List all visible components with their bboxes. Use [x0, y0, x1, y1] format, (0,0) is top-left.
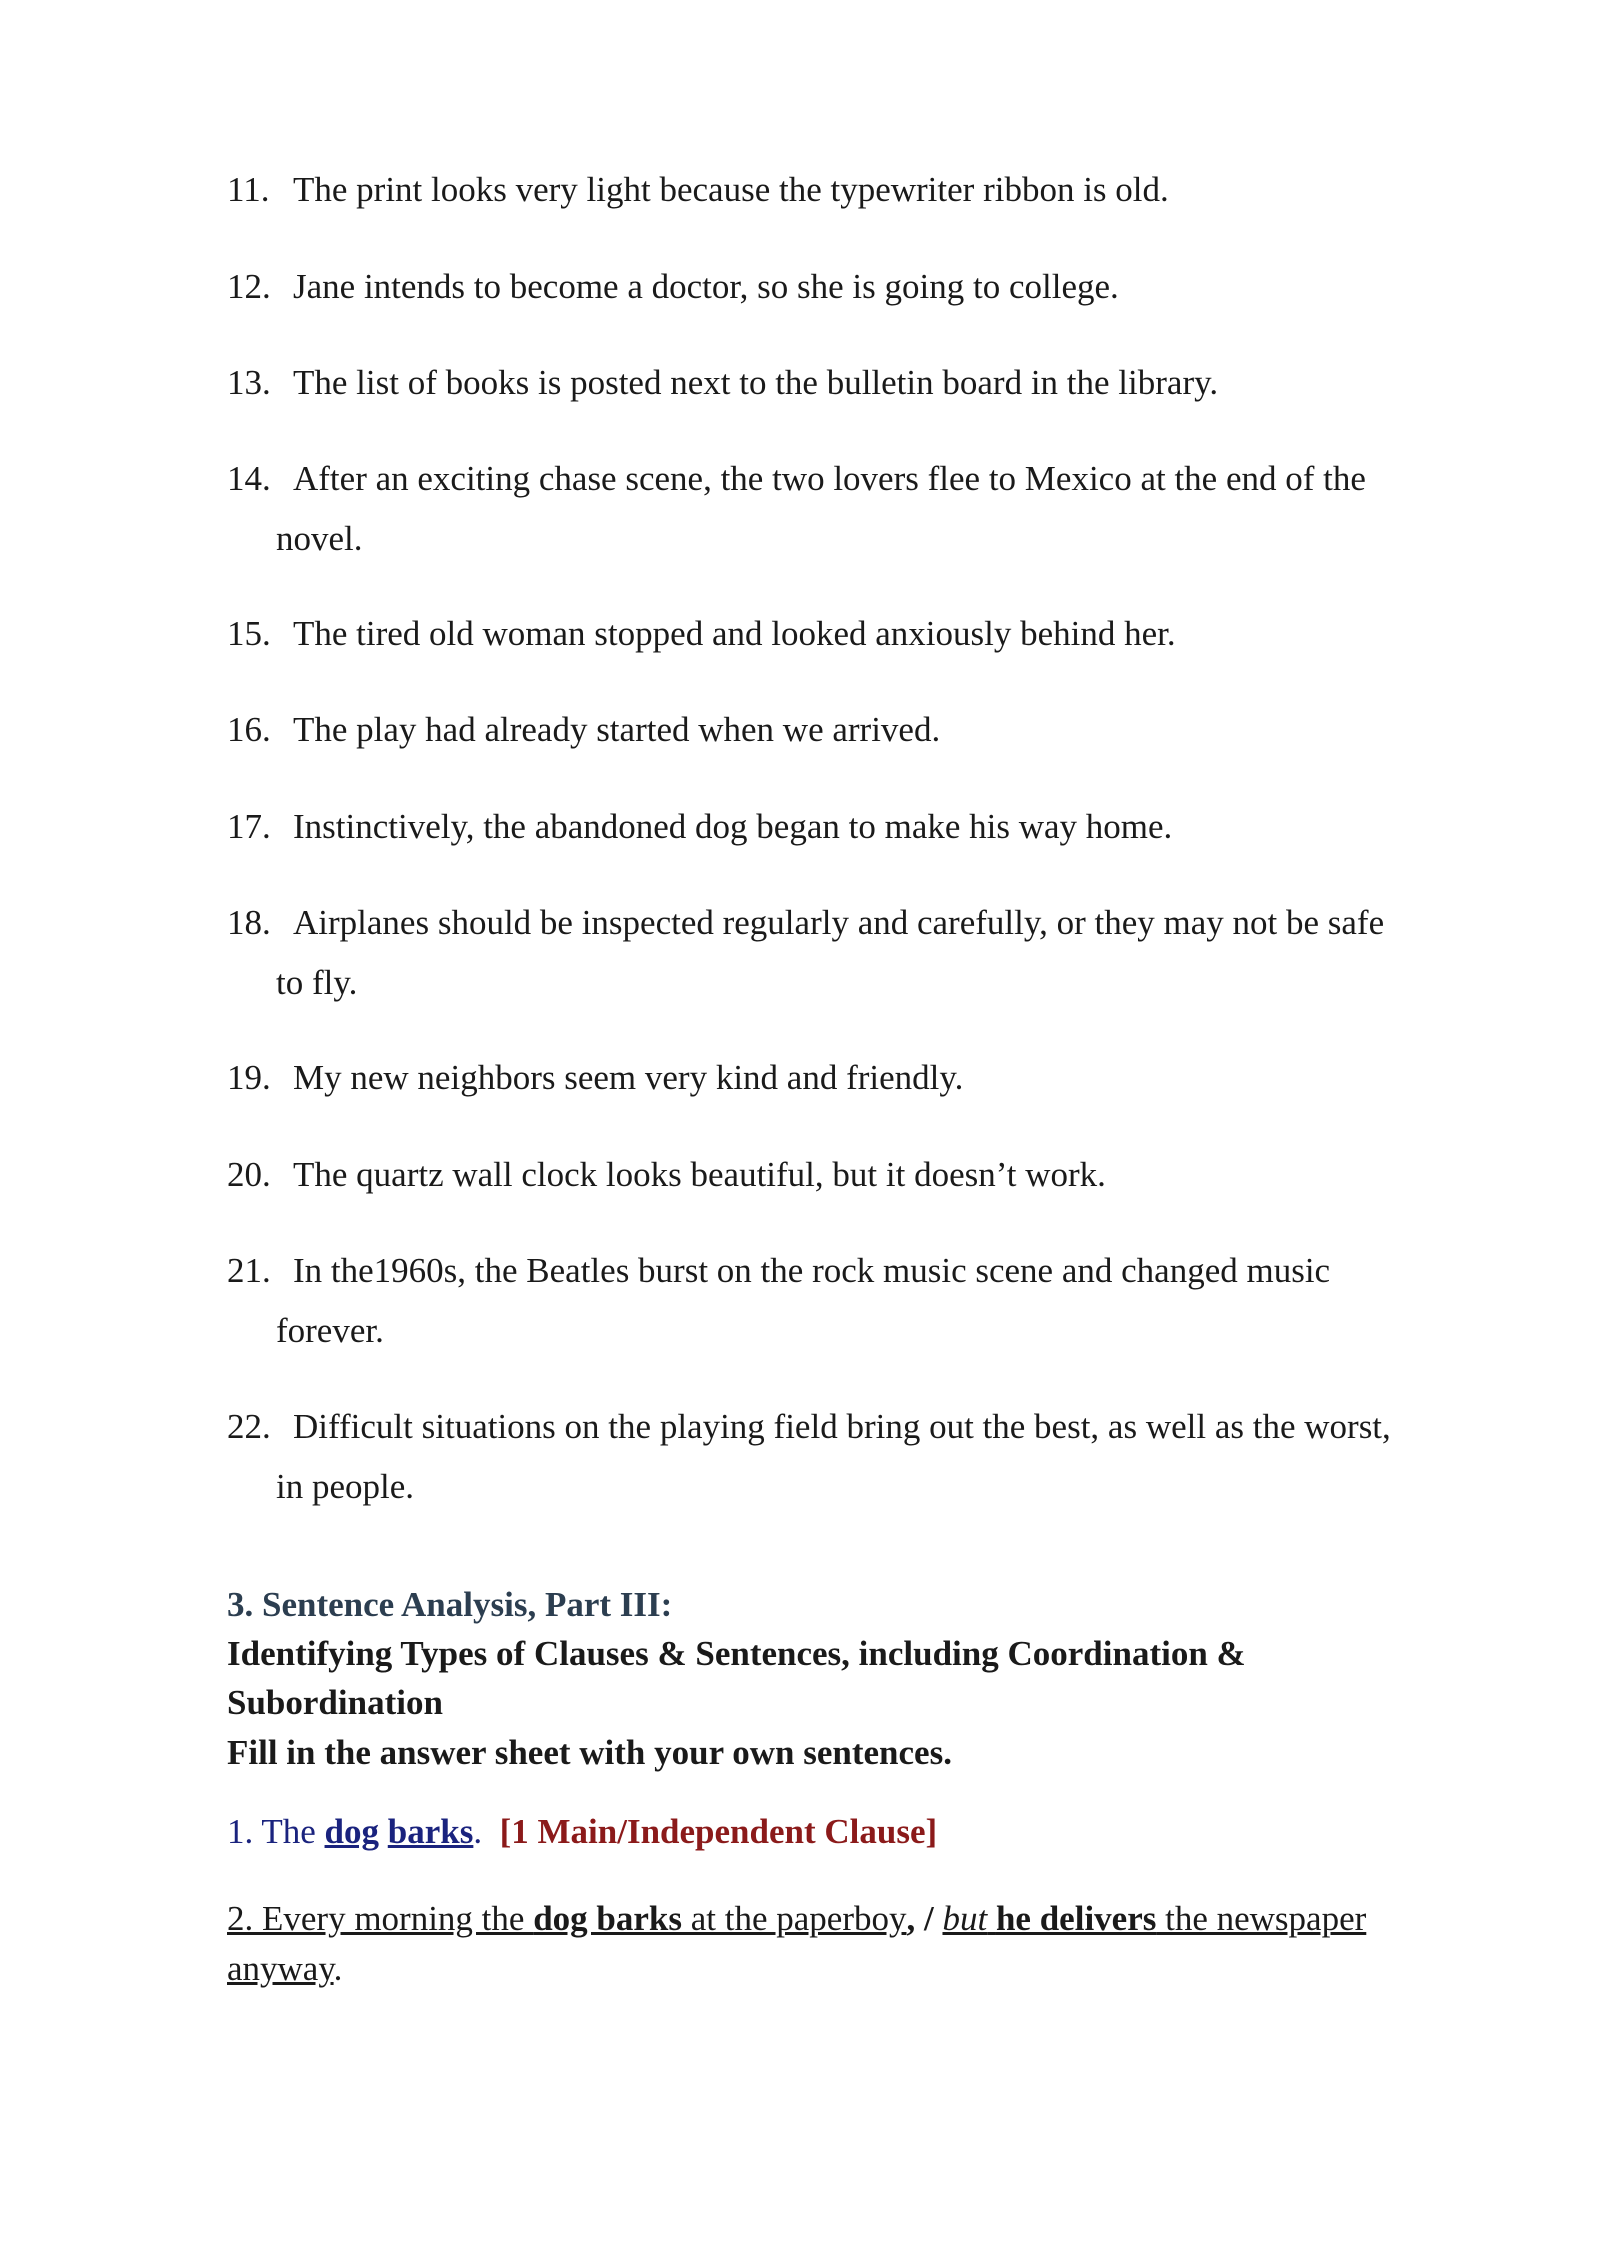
- item-number: 11.: [227, 170, 270, 209]
- example-sentence-1: [227, 1807, 1487, 1857]
- list-item: [227, 797, 1487, 857]
- example-2-part-1: 2. Every morning the: [227, 1899, 534, 1938]
- list-item: [227, 604, 1487, 664]
- item-number: 12.: [227, 267, 271, 306]
- list-item: [227, 1048, 1487, 1108]
- example-2-subject: dog barks: [533, 1899, 682, 1938]
- example-1-space: [379, 1812, 388, 1851]
- example-2-space: [987, 1899, 996, 1938]
- item-text: The quartz wall clock looks beautiful, but it doesn’t work.: [293, 1155, 1106, 1194]
- item-continuation: in people.: [276, 1467, 415, 1506]
- example-2-part-2: at the paperboy: [682, 1899, 907, 1938]
- example-2-part-3: the newspaper: [1156, 1899, 1367, 1938]
- item-text: Airplanes should be inspected regularly and carefully, or they may not be safe: [293, 903, 1385, 942]
- example-2-subject-2: he delivers: [995, 1899, 1157, 1938]
- item-continuation: forever.: [276, 1311, 384, 1350]
- list-item: [227, 1397, 1487, 1517]
- item-number: 22.: [227, 1407, 271, 1446]
- section-subtitle-line-1: Identifying Types of Clauses & Sentences, including Coordination &: [227, 1634, 1246, 1673]
- example-sentence-2: [227, 1894, 1487, 1994]
- item-number: 14.: [227, 459, 271, 498]
- item-number: 21.: [227, 1251, 271, 1290]
- example-2-conjunction: but: [942, 1899, 988, 1938]
- item-text: The tired old woman stopped and looked anxiously behind her.: [293, 614, 1176, 653]
- list-item: [227, 257, 1487, 317]
- example-1-subject: dog: [324, 1812, 380, 1851]
- item-text: Difficult situations on the playing field bring out the best, as well as the worst,: [293, 1407, 1391, 1446]
- list-item: [227, 353, 1487, 413]
- item-number: 20.: [227, 1155, 271, 1194]
- list-item: [227, 449, 1487, 569]
- item-text: My new neighbors seem very kind and friendly.: [293, 1058, 964, 1097]
- item-text: After an exciting chase scene, the two lovers flee to Mexico at the end of the: [293, 459, 1366, 498]
- item-text: The play had already started when we arrived.: [293, 710, 941, 749]
- example-1-label: [1 Main/Independent Clause]: [499, 1812, 938, 1851]
- example-1-verb: barks: [387, 1812, 474, 1851]
- example-2-separator: , /: [906, 1899, 943, 1938]
- item-number: 13.: [227, 363, 271, 402]
- list-item: [227, 160, 1487, 220]
- item-number: 19.: [227, 1058, 271, 1097]
- list-item: [227, 893, 1487, 1013]
- item-number: 15.: [227, 614, 271, 653]
- section-subtitle-line-2: Subordination: [227, 1683, 443, 1722]
- item-text: The print looks very light because the typewriter ribbon is old.: [293, 170, 1169, 209]
- item-text: In the1960s, the Beatles burst on the rock music scene and changed music: [293, 1251, 1331, 1290]
- item-continuation: novel.: [276, 519, 363, 558]
- section-title: 3. Sentence Analysis, Part III:: [227, 1585, 673, 1624]
- item-number: 18.: [227, 903, 271, 942]
- list-item: [227, 1145, 1487, 1205]
- list-item: [227, 1241, 1487, 1361]
- item-text: Instinctively, the abandoned dog began to make his way home.: [293, 807, 1173, 846]
- example-1-prefix: 1. The: [227, 1812, 325, 1851]
- example-1-period: .: [473, 1812, 483, 1851]
- item-number: 16.: [227, 710, 271, 749]
- list-item: [227, 700, 1487, 760]
- example-2-end: .: [333, 1949, 343, 1988]
- item-continuation: to fly.: [276, 963, 358, 1002]
- item-number: 17.: [227, 807, 271, 846]
- section-instruction: Fill in the answer sheet with your own sentences.: [227, 1733, 952, 1772]
- item-text: Jane intends to become a doctor, so she is going to college.: [293, 267, 1119, 306]
- example-2-part-4: anyway: [227, 1949, 334, 1988]
- item-text: The list of books is posted next to the bulletin board in the library.: [293, 363, 1219, 402]
